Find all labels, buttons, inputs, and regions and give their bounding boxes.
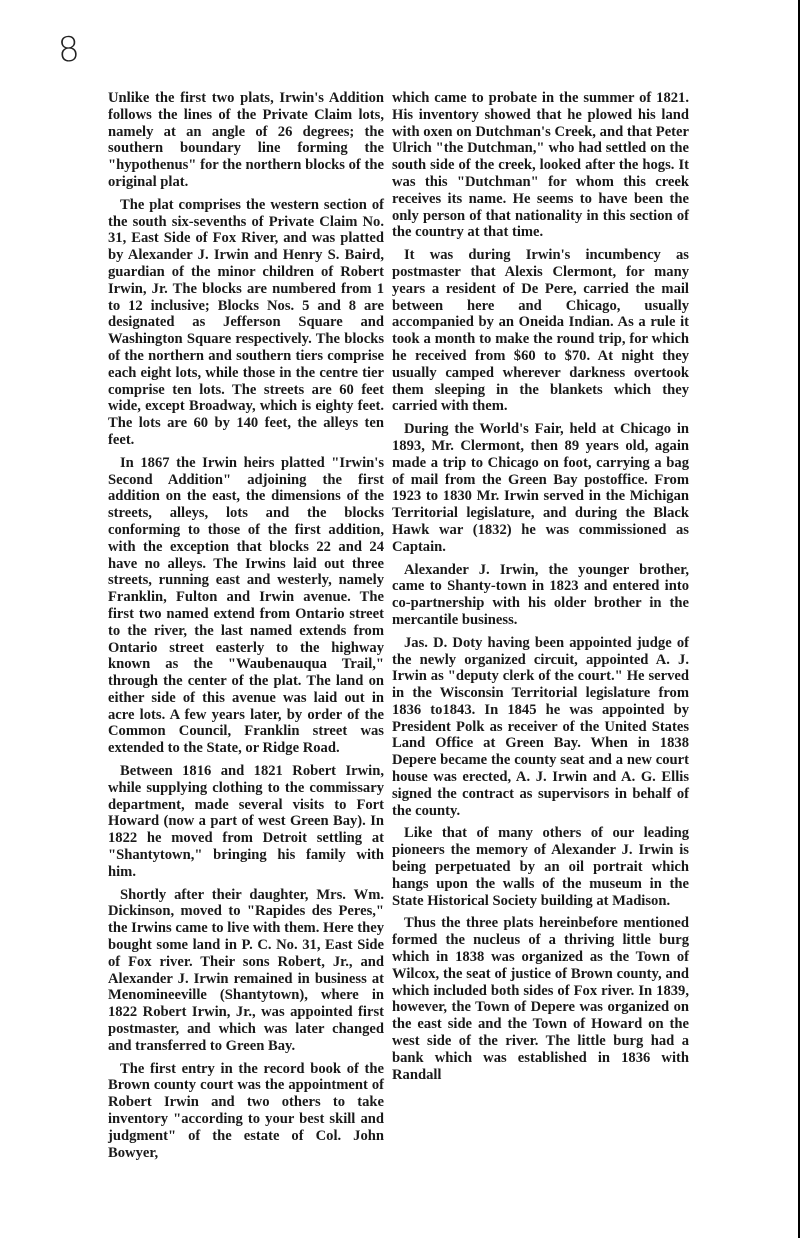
- paragraph: Like that of many others of our leading pioneers the memory of Alexander J. Irwin is being perpetuated by an oil portrait which hangs upon the walls of the museum in the State Historical Society building at Madison.: [392, 825, 689, 909]
- paragraph: Shortly after their daughter, Mrs. Wm. Dickinson, moved to "Rapides des Peres," the Irwins came to live with them. Here they bought some land in P. C. No. 31, East Side of Fox river. Their sons Robert, Jr., and Alexander J. Irwin remained in business at Menomineeville (Shantytown), where in 1822 Robert Irwin, Jr., was appointed first postmaster, and which was later changed and transferred to Green Bay.: [108, 886, 384, 1054]
- paragraph: which came to probate in the summer of 1821. His inventory showed that he plowed his land with oxen on Dutchman's Creek, and that Peter Ulrich "the Dutchman," who had settled on the south side of the creek, looked after the hogs. It was this "Dutchman" for whom this creek receives its name. He seems to have been the only person of that nationality in this section of the country at that time.: [392, 90, 689, 241]
- paragraph: Jas. D. Doty having been appointed judge of the newly organized circuit, appointed A. J. Irwin as "deputy clerk of the court." He served in the Wisconsin Territorial legislature from 1836 to1843. In 1845 he was appointed by President Polk as receiver of the United States Land Office at Green Bay. When in 1838 Depere became the county seat and a new court house was erected, A. J. Irwin and A. G. Ellis signed the contract as supervisors in behalf of the county.: [392, 634, 689, 819]
- paragraph: Unlike the first two plats, Irwin's Addition follows the lines of the Private Claim lots, namely at an angle of 26 degrees; the southern boundary line forming the "hypothenus" for the northern blocks of the original plat.: [108, 90, 384, 190]
- page-number: 8: [56, 29, 82, 71]
- right-column: [392, 90, 689, 1089]
- left-column: [108, 90, 384, 1167]
- paragraph: Between 1816 and 1821 Robert Irwin, while supplying clothing to the commissary department, made several visits to Fort Howard (now a part of west Green Bay). In 1822 he moved from Detroit settling at "Shantytown," bringing his family with him.: [108, 763, 384, 880]
- paragraph: It was during Irwin's incumbency as postmaster that Alexis Clermont, for many years a resident of De Pere, carried the mail between here and Chicago, usually accompanied by an Oneida Indian. As a rule it took a month to make the round trip, for which he received from $60 to $70. At night they usually camped wherever darkness overtook them sleeping in the blankets which they carried with them.: [392, 247, 689, 415]
- paragraph: Thus the three plats hereinbefore mentioned formed the nucleus of a thriving little burg which in 1838 was organized as the Town of Wilcox, the seat of justice of Brown county, and which included both sides of Fox river. In 1839, however, the Town of Depere was organized on the east side and the Town of Howard on the west side of the river. The little burg had a bank which was established in 1836 with Randall: [392, 915, 689, 1083]
- paragraph: The plat comprises the western section of the south six-sevenths of Private Claim No. 31, East Side of Fox River, and was platted by Alexander J. Irwin and Henry S. Baird, guardian of the minor children of Robert Irwin, Jr. The blocks are numbered from 1 to 12 inclusive; Blocks Nos. 5 and 8 are designated as Jefferson Square and Washington Square respectively. The blocks of the northern and southern tiers comprise each eight lots, while those in the centre tier comprise ten lots. The streets are 60 feet wide, except Broadway, which is eighty feet. The lots are 60 by 140 feet, the alleys ten feet.: [108, 196, 384, 448]
- paragraph: Alexander J. Irwin, the younger brother, came to Shanty-town in 1823 and entered into co-partnership with his older brother in the mercantile business.: [392, 561, 689, 628]
- paragraph: During the World's Fair, held at Chicago in 1893, Mr. Clermont, then 89 years old, again made a trip to Chicago on foot, carrying a bag of mail from the Green Bay postoffice. From 1923 to 1830 Mr. Irwin served in the Michigan Territorial legislature, and during the Black Hawk war (1832) he was commissioned as Captain.: [392, 421, 689, 555]
- paragraph: The first entry in the record book of the Brown county court was the appointment of Robert Irwin and two others to take inventory "according to your best skill and judgment" of the estate of Col. John Bowyer,: [108, 1060, 384, 1161]
- paragraph: In 1867 the Irwin heirs platted "Irwin's Second Addition" adjoining the first addition on the east, the dimensions of the streets, alleys, lots and the blocks conforming to those of the first addition, with the exception that blocks 22 and 24 have no alleys. The Irwins laid out three streets, running east and westerly, namely Franklin, Fulton and Irwin avenue. The first two named extend from Ontario street to the river, the last named extends from Ontario street easterly to the highway known as the "Waubenauqua Trail," through the center of the plat. The land on either side of this avenue was laid out in acre lots. A few years later, by order of the Common Council, Franklin street was extended to the State, or Ridge Road.: [108, 454, 384, 757]
